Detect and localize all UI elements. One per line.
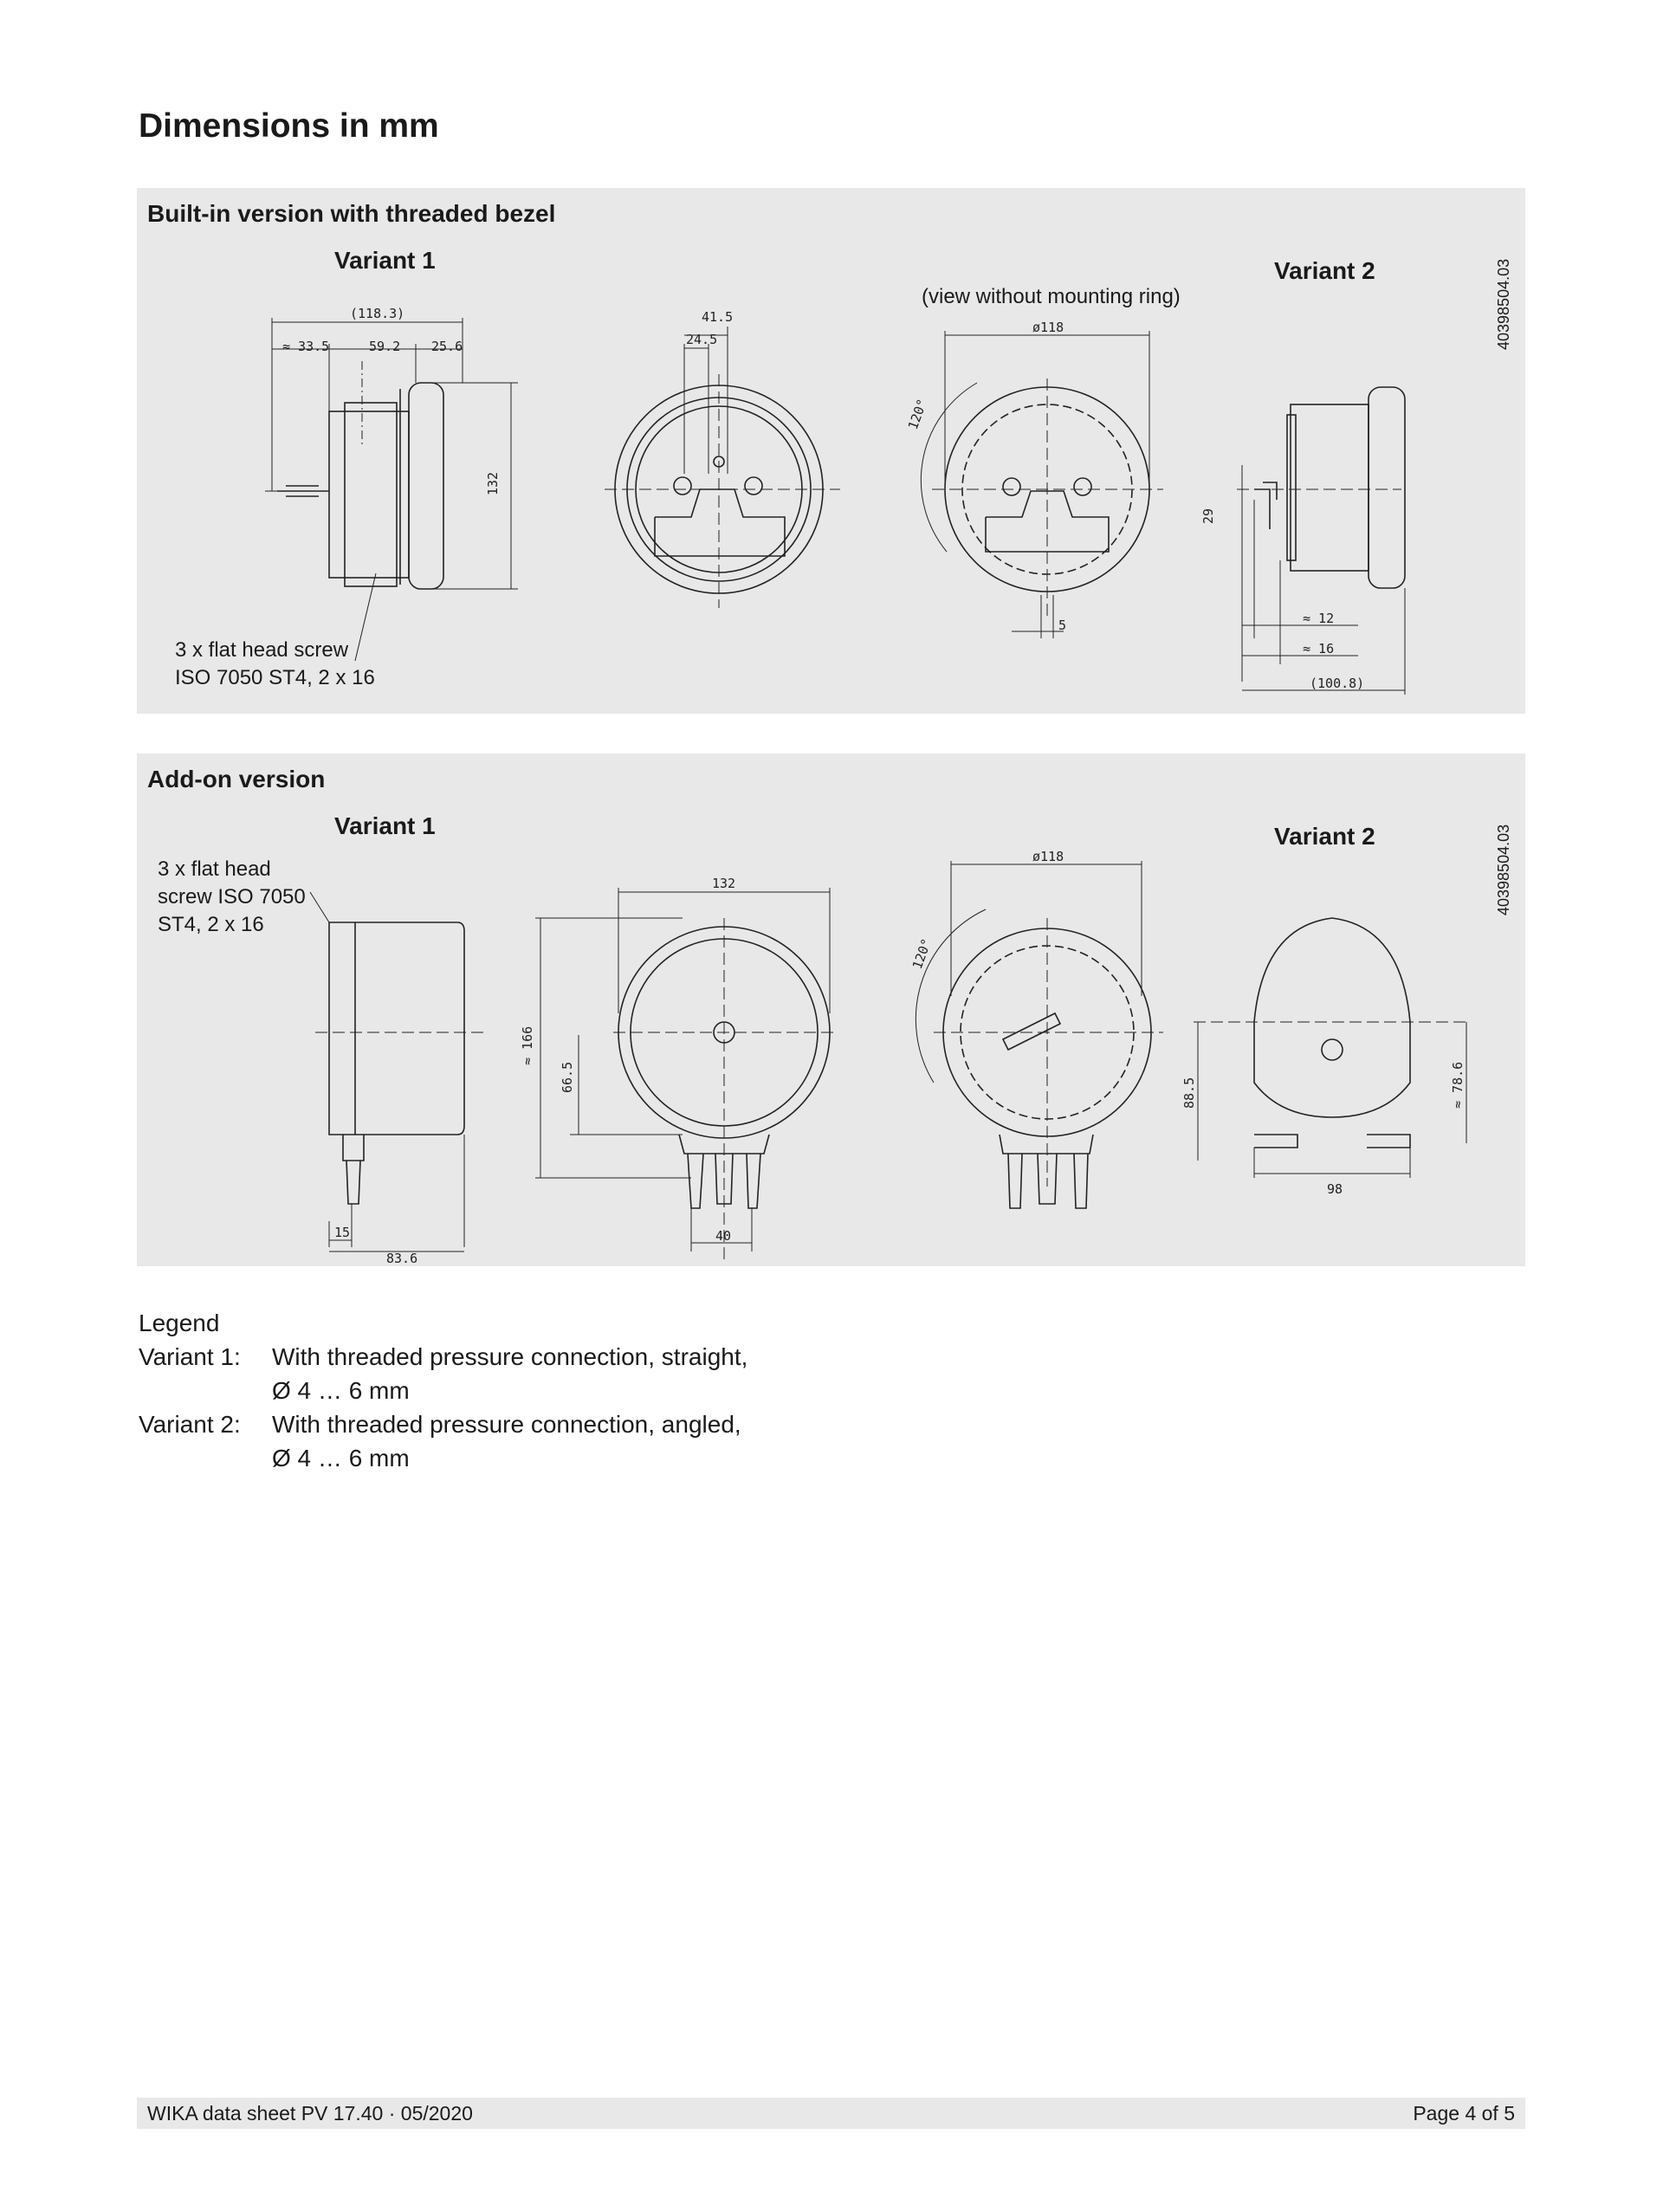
legend-key: Variant 1: <box>139 1343 241 1370</box>
dim-label: ≈ 166 <box>520 1025 535 1065</box>
add-on-front-view-no-ring <box>916 861 1163 1208</box>
footer <box>137 2098 1525 2129</box>
built-in-variant2-label: Variant 2 <box>1274 257 1375 284</box>
screw-note-line: ISO 7050 ST4, 2 x 16 <box>175 666 375 689</box>
dim-label: ≈ 16 <box>1303 641 1335 656</box>
page-title: Dimensions in mm <box>139 107 439 145</box>
legend-title: Legend <box>139 1310 220 1336</box>
dim-label: 83.6 <box>386 1251 418 1266</box>
built-in-panel <box>137 188 1525 714</box>
dim-label: 120° <box>904 397 931 432</box>
dim-label: 98 <box>1327 1181 1343 1197</box>
built-in-side-view <box>265 318 518 661</box>
legend-row <box>139 1340 747 1407</box>
screw-note-line: screw ISO 7050 <box>158 885 306 909</box>
dim-label: 24.5 <box>686 332 718 347</box>
built-in-front-view <box>605 327 840 608</box>
legend-line: Ø 4 … 6 mm <box>272 1377 410 1404</box>
legend-line: With threaded pressure connection, straight, <box>272 1343 748 1370</box>
doc-number: 40398504.03 <box>1495 824 1512 915</box>
dim-label: (118.3) <box>350 306 405 321</box>
dim-label: ≈ 78.6 <box>1450 1061 1466 1109</box>
legend-value <box>272 1340 747 1407</box>
add-on-front-view <box>535 888 838 1264</box>
dim-label: ø118 <box>1032 320 1064 335</box>
add-on-variant1-label: Variant 1 <box>334 812 436 839</box>
built-in-title: Built-in version with threaded bezel <box>147 200 556 227</box>
dim-label: ø118 <box>1032 849 1064 864</box>
dim-label: 29 <box>1200 508 1216 524</box>
dim-label: 132 <box>712 876 736 891</box>
built-in-drawing <box>137 188 1525 714</box>
dim-label: (100.8) <box>1310 676 1365 691</box>
add-on-side-view <box>310 892 483 1252</box>
legend-value <box>272 1407 741 1475</box>
legend-line: Ø 4 … 6 mm <box>272 1445 410 1471</box>
dim-label: 40 <box>715 1228 732 1244</box>
built-in-front-view-no-ring <box>921 331 1163 638</box>
screw-note-line: ST4, 2 x 16 <box>158 913 264 936</box>
dim-label: 88.5 <box>1181 1077 1197 1109</box>
add-on-variant2-label: Variant 2 <box>1274 823 1375 850</box>
dim-label: ≈ 12 <box>1303 611 1335 626</box>
dim-label: 59.2 <box>369 339 401 354</box>
dim-label: 120° <box>909 936 935 972</box>
legend-key: Variant 2: <box>139 1411 241 1438</box>
dim-label: 5 <box>1058 618 1067 633</box>
dim-label: 41.5 <box>702 309 734 325</box>
legend-row <box>139 1407 747 1475</box>
add-on-drawing <box>137 754 1525 1266</box>
add-on-title: Add-on version <box>147 766 326 792</box>
doc-number: 40398504.03 <box>1495 258 1512 350</box>
dim-label: ≈ 33.5 <box>282 339 330 354</box>
legend <box>139 1306 747 1475</box>
built-in-variant1-label: Variant 1 <box>334 247 436 274</box>
footer-datasheet: WIKA data sheet PV 17.40 · 05/2020 <box>147 2102 473 2125</box>
screw-note-line: 3 x flat head screw <box>175 638 349 662</box>
dim-label: 15 <box>334 1225 351 1240</box>
dim-label: 25.6 <box>431 339 463 354</box>
screw-note-line: 3 x flat head <box>158 857 271 881</box>
dim-label: 132 <box>485 471 501 495</box>
add-on-panel <box>137 754 1525 1266</box>
dim-label: 66.5 <box>560 1061 575 1093</box>
footer-page-number: Page 4 of 5 <box>1413 2102 1515 2125</box>
legend-line: With threaded pressure connection, angled, <box>272 1411 741 1438</box>
view-note: (view without mounting ring) <box>922 285 1181 308</box>
add-on-variant2-side-view <box>1194 918 1471 1178</box>
